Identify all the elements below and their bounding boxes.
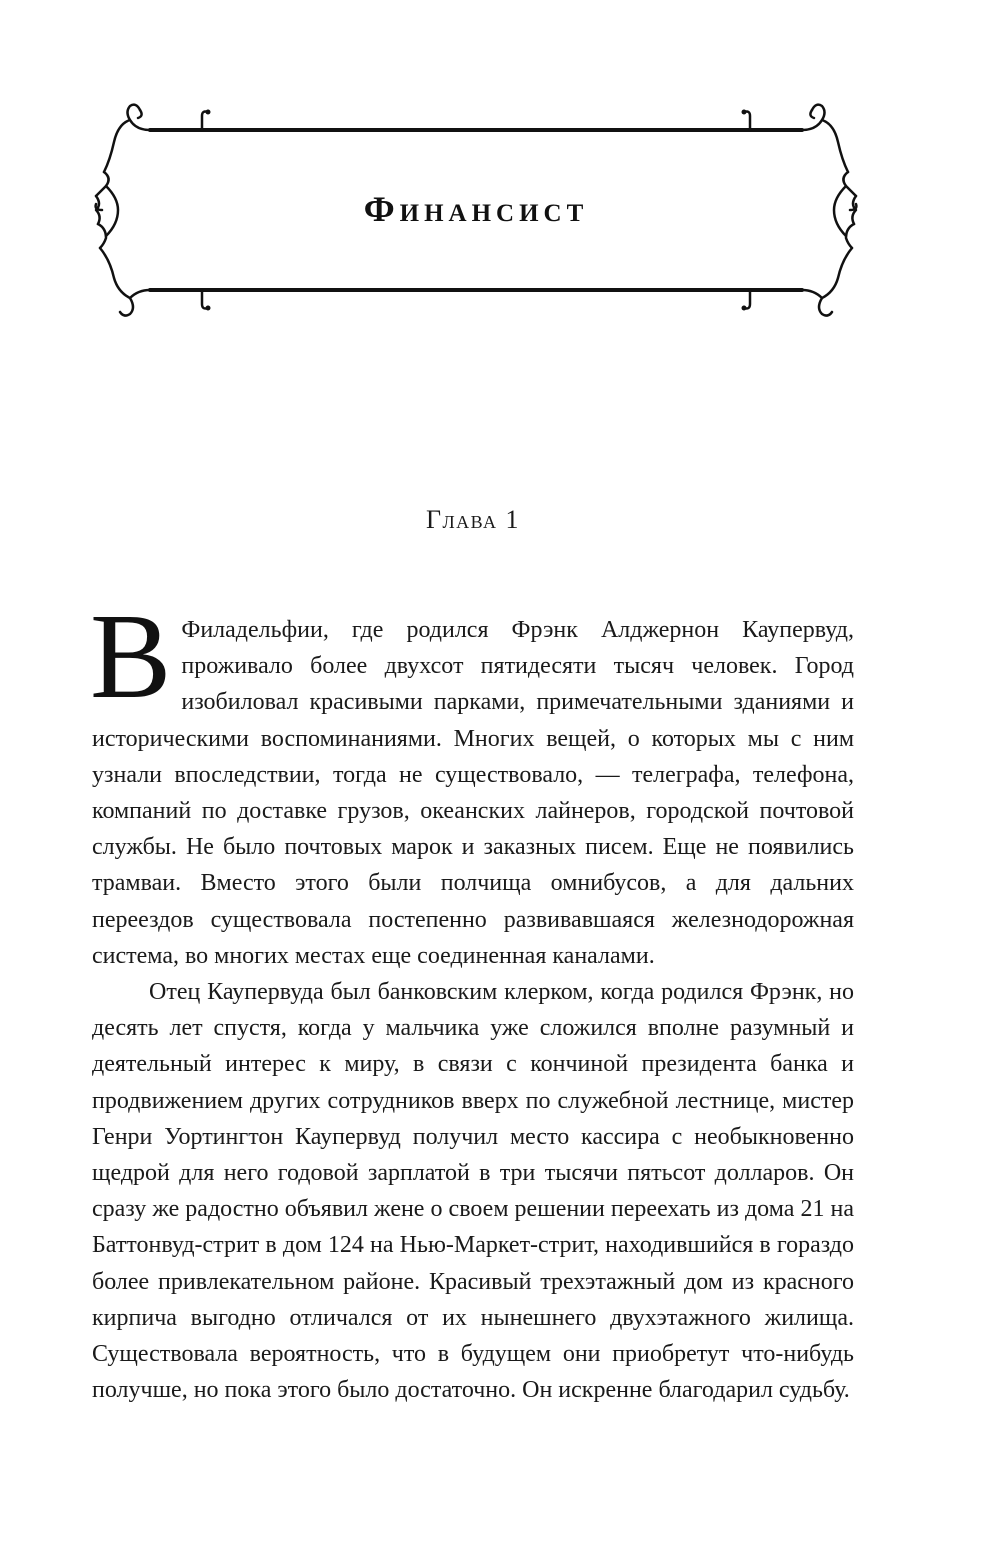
paragraph-1 [90, 589, 854, 974]
chapter-heading: Глава 1 [425, 505, 521, 534]
paragraph-1-text: Филадельфии, где родился Фрэнк Алджернон Каупервуд, проживало более двухсот пятидесяти тысяч человек. Город изобиловал красивыми парками, примечательными зданиями и историческими воспоминаниями. Многих вещей, о которых мы с ним узнали впоследствии, тогда не существовало, — телеграфа, телефона, компаний по доставке грузов, океанских лайнеров, городской почтовой службы. Не было почтовых марок и заказных писем. Еще не появились трамваи. Вместо этого были полчища омнибусов, а для дальних переездов существовала постепенно развивавшаяся железнодорожная система, во многих местах еще соединенная каналами. [92, 617, 854, 969]
book-title: Финансист [363, 189, 589, 229]
body-text [90, 589, 854, 1408]
paragraph-2: Отец Каупервуда был банковским клерком, когда родился Фрэнк, но десять лет спустя, когда у мальчика уже сложился вполне разумный и деятельный интерес к миру, в связи с кончиной президента банка и продвижением других сотрудников вверх по служебной лестнице, мистер Генри Уортингтон Каупервуд получил место кассира с необыкновенно щедрой для него годовой зарплатой в три тысячи пятьсот долларов. Он сразу же радостно объявил жене о своем решении переехать из дома 21 на Баттонвуд-стрит в дом 124 на Нью-Маркет-стрит, находившийся в гораздо более привлекательном районе. Красивый трехэтажный дом из красного кирпича выгодно отличался от их нынешнего двухэтажного жилища. Существовала вероятность, что в будущем они приобретут что-нибудь получше, но пока этого было достаточно. Он искренне благодарил судьбу. [92, 979, 854, 1404]
title-frame [92, 86, 860, 330]
drop-cap: В [90, 589, 172, 724]
